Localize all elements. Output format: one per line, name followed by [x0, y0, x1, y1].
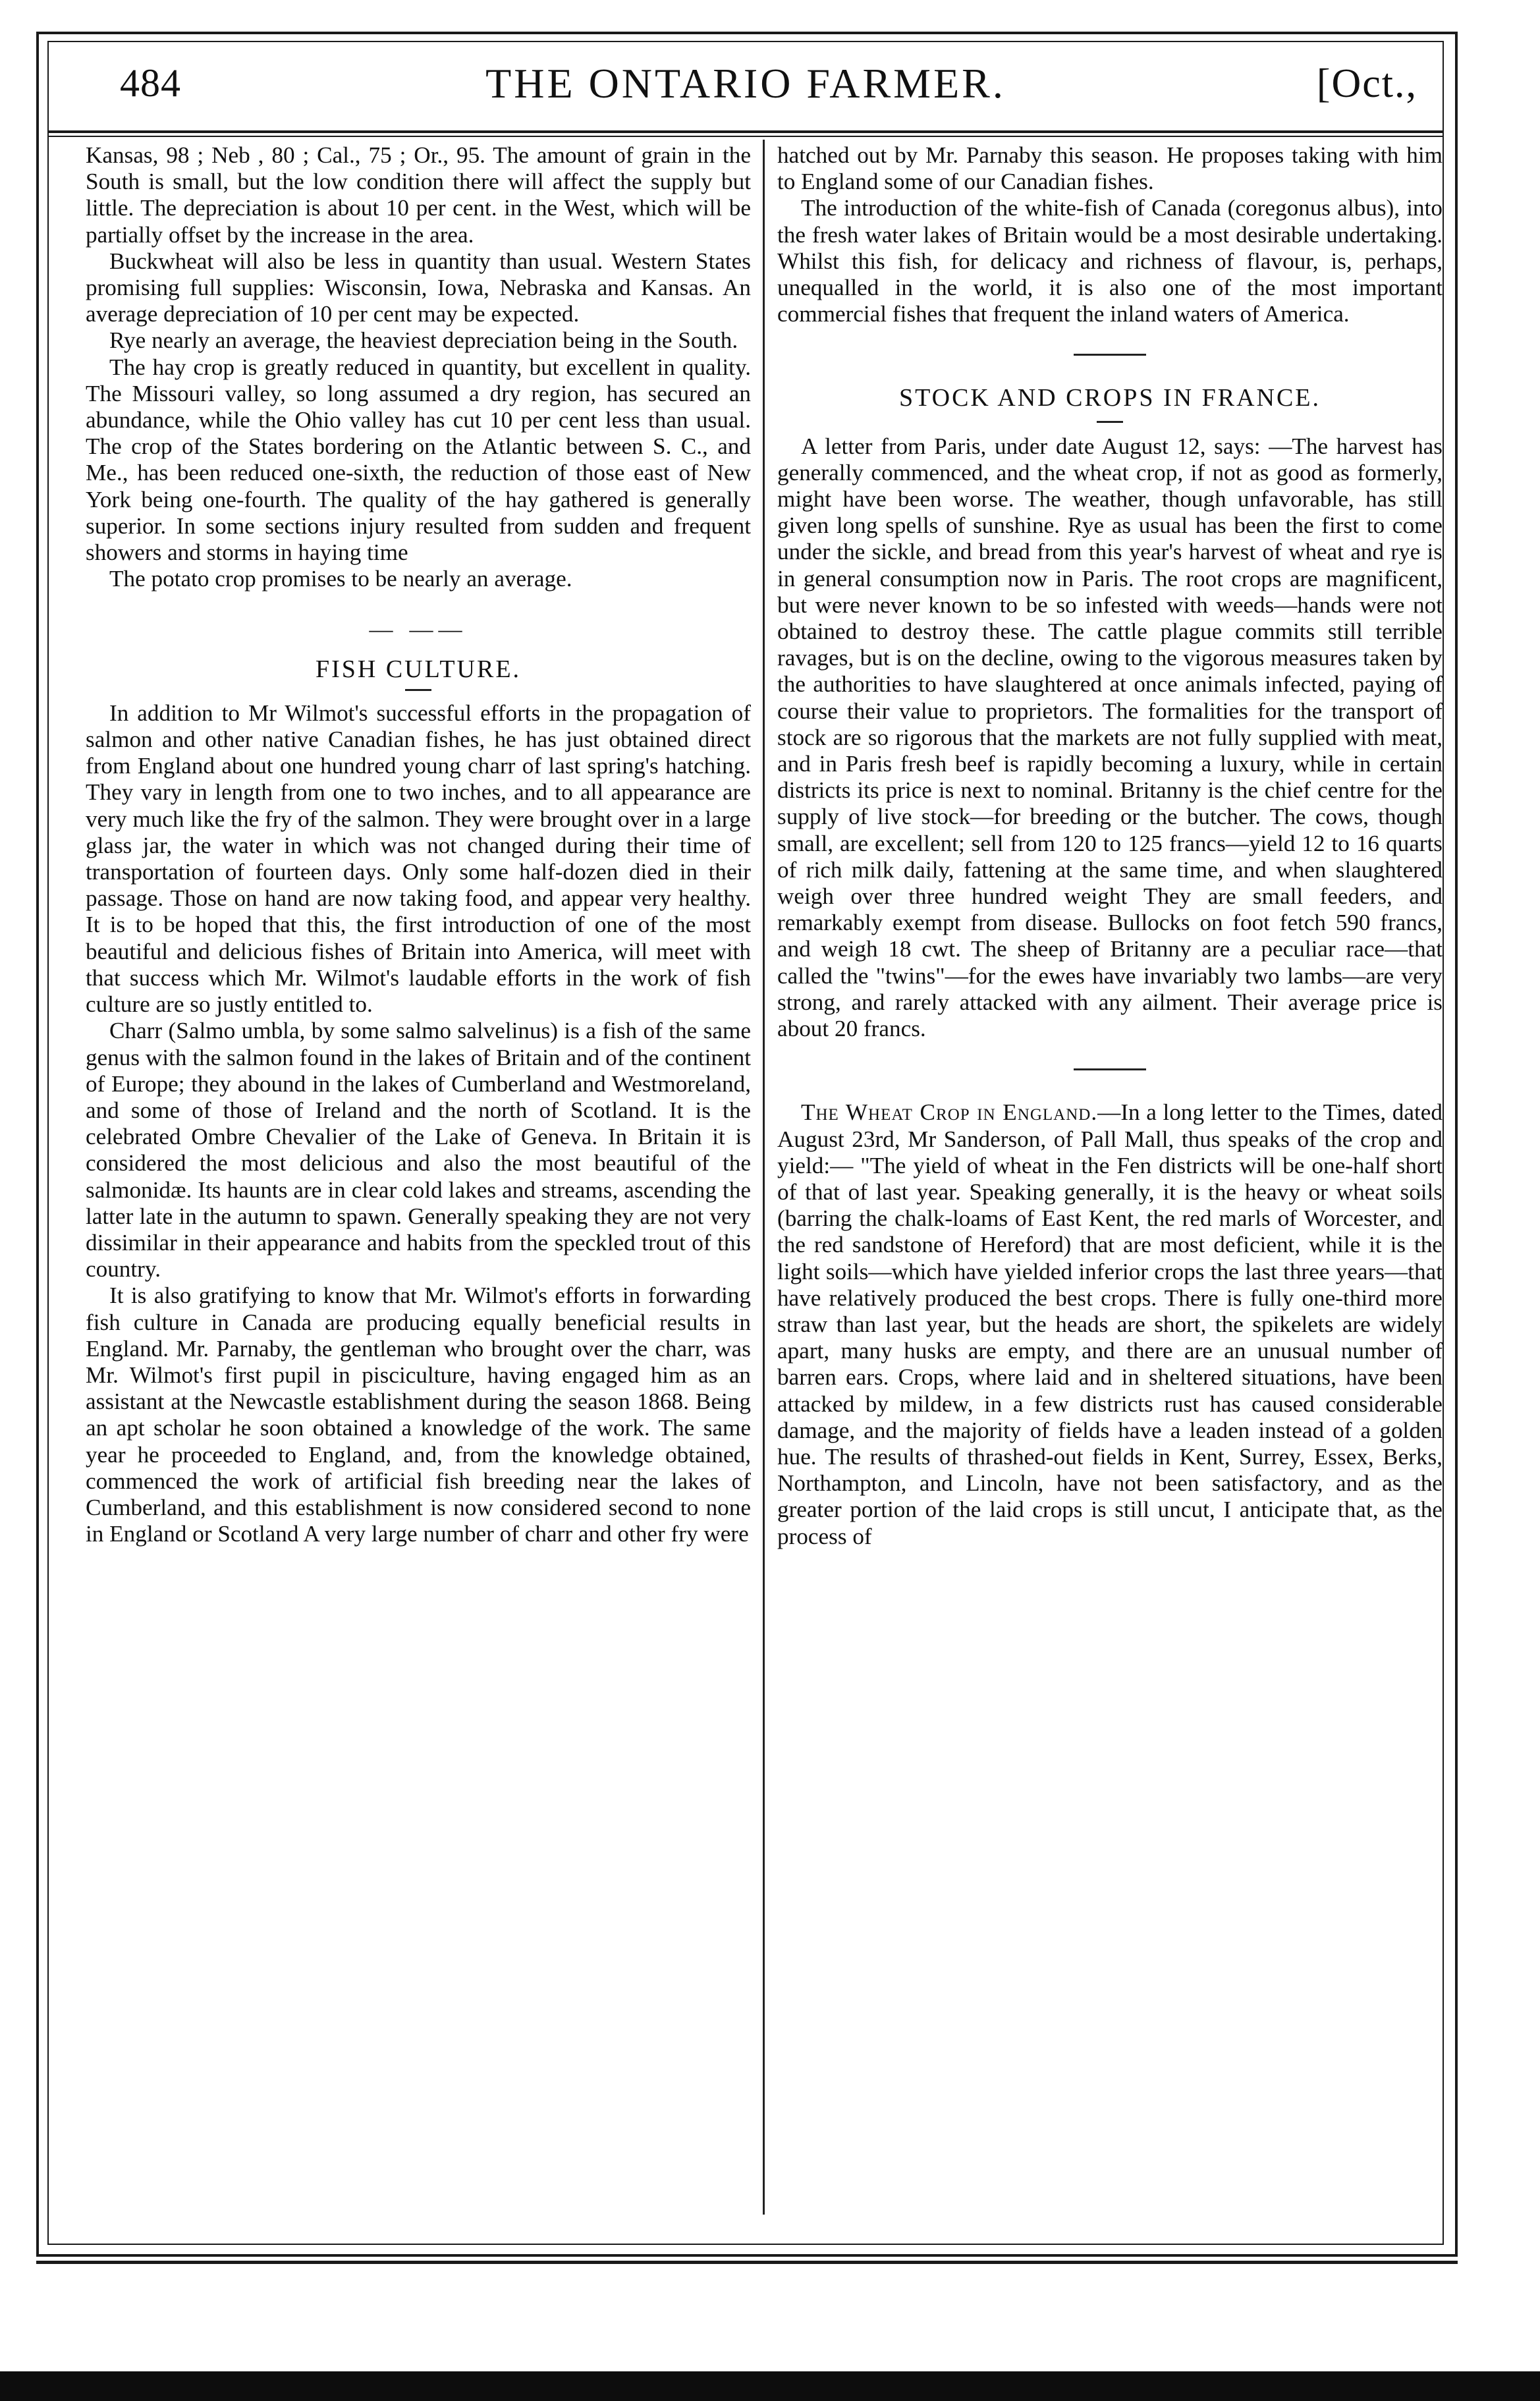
page-bottom-rule [36, 2261, 1458, 2264]
left-column [86, 142, 751, 2211]
page-header [47, 41, 1444, 133]
run-in-heading: The Wheat Crop in England. [801, 1099, 1098, 1126]
scan-edge [0, 2371, 1540, 2401]
paragraph: Charr (Salmo umbla, by some salmo salvelinus) is a fish of the same genus with the salmon found in the lakes of Britain and of the continent of Europe; they abound in the lakes of Cumberland and Westmoreland, and some of those of Ireland and the north of Scotland. It is the celebrated Ombre Chevalier of the Lake of Geneva. In Britain it is considered the most delicious and also the most beautiful of the salmonidæ. Its haunts are in clear cold lakes and streams, ascending the latter late in the autumn to spawn. Generally speaking they are not very dissimilar in their appearance and habits from the speckled trout of this country. [86, 1018, 751, 1283]
header-rule [47, 130, 1444, 133]
issue-month: [Oct., [1316, 61, 1417, 106]
paragraph: The introduction of the white-fish of Canada (coregonus albus), into the fresh water lakes of Britain would be a most desirable undertaking. Whilst this fish, for delicacy and richness of flavour, is, perhaps, unequalled in the world, it is also one of the most important commercial fishes that frequent the inland waters of America. [777, 195, 1443, 327]
right-column [777, 142, 1443, 2211]
paragraph: The potato crop promises to be nearly an average. [109, 566, 572, 592]
journal-title: THE ONTARIO FARMER. [485, 60, 1006, 107]
paragraph: In addition to Mr Wilmot's successful efforts in the propagation of salmon and other native Canadian fishes, he has just obtained direct from England about one hundred young charr of last spring's hatching. They vary in length from one to two inches, and to all appearance are very much like the fry of the salmon. They were brought over in a large glass jar, the water in which was not changed during their time of transportation of fourteen days. Only some half-dozen died in their passage. Those on hand are now taking food, and appear very healthy. It is to be hoped that this, the first introduction of one of the most beautiful and delicious fishes of Britain into America, will meet with that success which Mr. Wilmot's laudable efforts in the work of fish culture are so justly entitled to. [86, 700, 751, 1018]
paragraph: hatched out by Mr. Parnaby this season. He proposes taking with him to England some of our Canadian fishes. [777, 142, 1443, 195]
paragraph-wheat-crop [777, 1099, 1443, 1549]
section-separator: — —— [369, 616, 468, 643]
paragraph: Rye nearly an average, the heaviest depreciation being in the South. [109, 327, 738, 354]
section-heading-fish-culture: FISH CULTURE. [315, 655, 522, 683]
paragraph: The hay crop is greatly reduced in quantity, but excellent in quality. The Missouri valley, so long assumed a dry region, has secured an abundance, while the Ohio valley has cut 10 per cent less than usual. The crop of the States bordering on the Atlantic between S. C., and Me., has been reduced one-sixth, the reduction of those east of New York being one-fourth. The quality of the hay gathered is generally superior. In some sections injury resulted from sudden and frequent showers and storms in haying time [86, 354, 751, 566]
section-heading-stock-and-crops: STOCK AND CROPS IN FRANCE. [898, 384, 1321, 412]
column-divider [763, 140, 765, 2215]
header-rule-thin [47, 136, 1444, 137]
page-number: 484 [120, 61, 181, 105]
paragraph: A letter from Paris, under date August 12, says: —The harvest has generally commenced, and the wheat crop, if not as good as formerly, might have been worse. The weather, though unfavorable, has still given long spells of sunshine. Rye as usual has been the first to come under the sickle, and bread from this year's harvest of wheat and rye is in general consumption now in Paris. The root crops are magnificent, but were never known to be so infested with weeds—hands were not obtained to destroy these. The cattle plague commits still terrible ravages, but is on the decline, owing to the vigorous measures taken by the authorities to have slaughtered at once animals infected, paying of course their value to proprietors. The formalities for the transport of stock are so rigorous that the markets are not fully supplied with meat, and in Paris fresh beef is rapidly becoming a luxury, while in certain districts its price is next to nominal. Britanny is the chief centre for the supply of live stock—for breeding or the butcher. The cows, though small, are excellent; sell from 120 to 125 francs—yield 12 to 16 quarts of rich milk daily, fattening at the same time, and when slaughtered weigh over three hundred weight They are small feeders, and remarkably exempt from disease. Bullocks on foot fetch 590 francs, and weigh 18 cwt. The sheep of Britanny are a peculiar race—that called the "twins"—for the ewes have invariably two lambs—are very strong, and rarely attacked with any ailment. Their average price is about 20 francs. [777, 433, 1443, 1042]
paragraph: Buckwheat will also be less in quantity than usual. Western States promising full supplies: Wisconsin, Iowa, Nebraska and Kansas. An average depreciation of 10 per cent may be expected. [86, 248, 751, 327]
paragraph: Kansas, 98 ; Neb , 80 ; Cal., 75 ; Or., 95. The amount of grain in the South is small, but the low condition there will affect the supply but little. The depreciation is about 10 per cent. in the West, which will be partially offset by the increase in the area. [86, 142, 751, 248]
paragraph: It is also gratifying to know that Mr. Wilmot's efforts in forwarding fish culture in Canada are producing equally beneficial results in England. Mr. Parnaby, the gentleman who brought over the charr, was Mr. Wilmot's first pupil in pisciculture, having engaged him as an assistant at the Newcastle establishment during the season 1868. Being an apt scholar he soon obtained a knowledge of the work. The same year he proceeded to England, and, from the knowledge obtained, commenced the work of artificial fish breeding near the lakes of Cumberland, and this establishment is now considered second to none in England or Scotland A very large number of charr and other fry were [86, 1283, 751, 1547]
paragraph-text: —In a long letter to the Times, dated August 23rd, Mr Sanderson, of Pall Mall, thus speaks of the crop and yield:— "The yield of wheat in the Fen districts will be one-half short of that of last year. Speaking generally, it is the heavy or wheat soils (barring the chalk-loams of East Kent, the red marls of Worcester, and the red sandstone of Hereford) that are most deficient, while it is the light soils—which have yielded inferior crops the last three years—that have relatively produced the best crops. There is fully one-third more straw than last year, but the heads are short, the spikelets are widely apart, many husks are empty, and there are an unusual number of barren ears. Crops, where laid and in sheltered situations, have been attacked by mildew, in a few districts rust has caused considerable damage, and the majority of fields have a leaden instead of a golden hue. The results of thrashed-out fields in Kent, Surrey, Essex, Berks, Northampton, and Lincoln, have not been satisfactory, and as the greater portion of the laid crops is still uncut, I anticipate that, as the process of [777, 1099, 1443, 1549]
